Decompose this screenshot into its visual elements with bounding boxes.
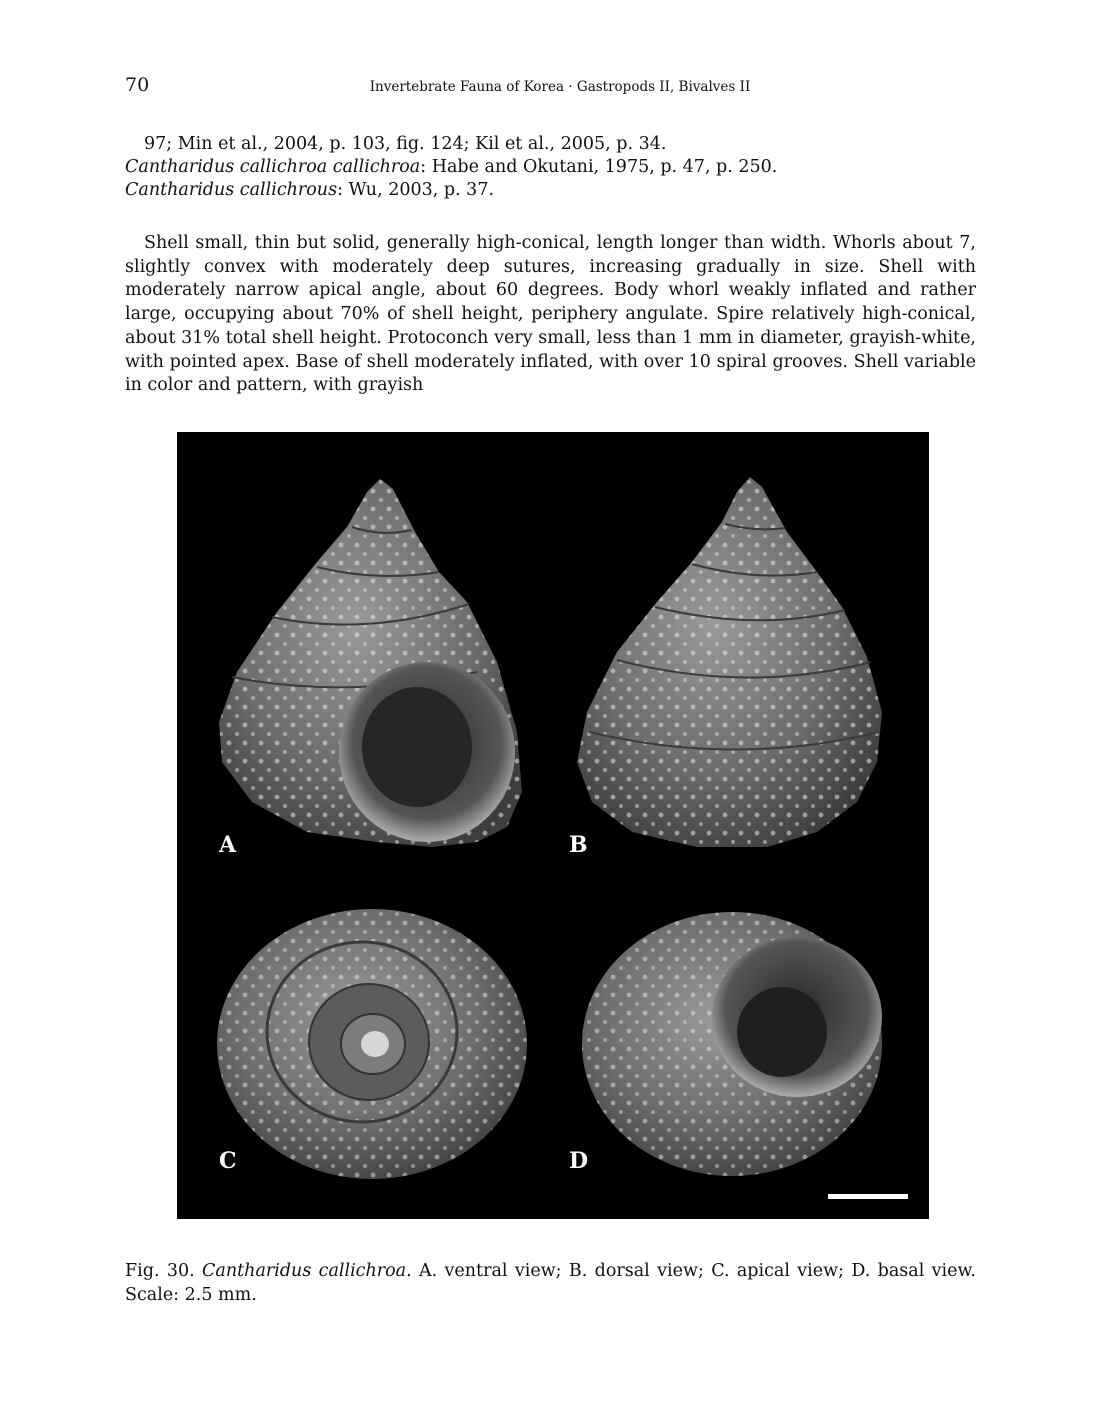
shell-figure <box>177 432 929 1219</box>
page-number: 70 <box>125 74 150 96</box>
taxon-name: Cantharidus callichroa callichroa <box>125 157 421 177</box>
shell-panel-c <box>217 909 527 1179</box>
panel-label-b: B <box>569 832 588 858</box>
figure-caption <box>125 1259 976 1307</box>
caption-text: . A. ventral view; B. dorsal view; C. apical view; D. basal view. Scale: 2.5 mm. <box>125 1261 976 1305</box>
shell-description <box>125 232 976 398</box>
reference-line: 97; Min et al., 2004, p. 103, fig. 124; Kil et al., 2005, p. 34. <box>144 134 667 154</box>
shell-photographs <box>177 432 929 1219</box>
reference-line: Cantharidus callichrous: Wu, 2003, p. 37. <box>125 180 495 200</box>
description-paragraph: Shell small, thin but solid, generally high-conical, length longer than width. Whorls about 7, slightly convex with moderately deep sutures, increasing gradually in size. Shell with moderately narrow apical angle, about 60 degrees. Body whorl weakly inflated and rather large, occupying about 70% of shell height, periphery angulate. Spire relatively high-conical, about 31% total shell height. Protoconch very small, less than 1 mm in diameter, grayish-white, with pointed apex. Base of shell moderately inflated, with over 10 spiral grooves. Shell variable in color and pattern, with grayish <box>125 233 976 396</box>
shell-panel-d <box>582 912 882 1176</box>
shell-panel-a <box>219 479 522 847</box>
figure-number: Fig. 30. <box>125 1261 195 1281</box>
scale-bar <box>828 1194 908 1199</box>
caption-species: Cantharidus callichroa <box>202 1261 407 1281</box>
panel-label-d: D <box>569 1148 589 1174</box>
running-head: Invertebrate Fauna of Korea · Gastropods II, Bivalves II <box>369 79 751 95</box>
reference-line: Cantharidus callichroa callichroa: Habe and Okutani, 1975, p. 47, p. 250. <box>125 157 778 177</box>
panel-label-a: A <box>219 832 237 858</box>
synonymy-references <box>125 133 985 202</box>
taxon-name: Cantharidus callichrous <box>125 180 338 200</box>
shell-panel-b <box>577 477 882 847</box>
panel-label-c: C <box>219 1148 237 1174</box>
